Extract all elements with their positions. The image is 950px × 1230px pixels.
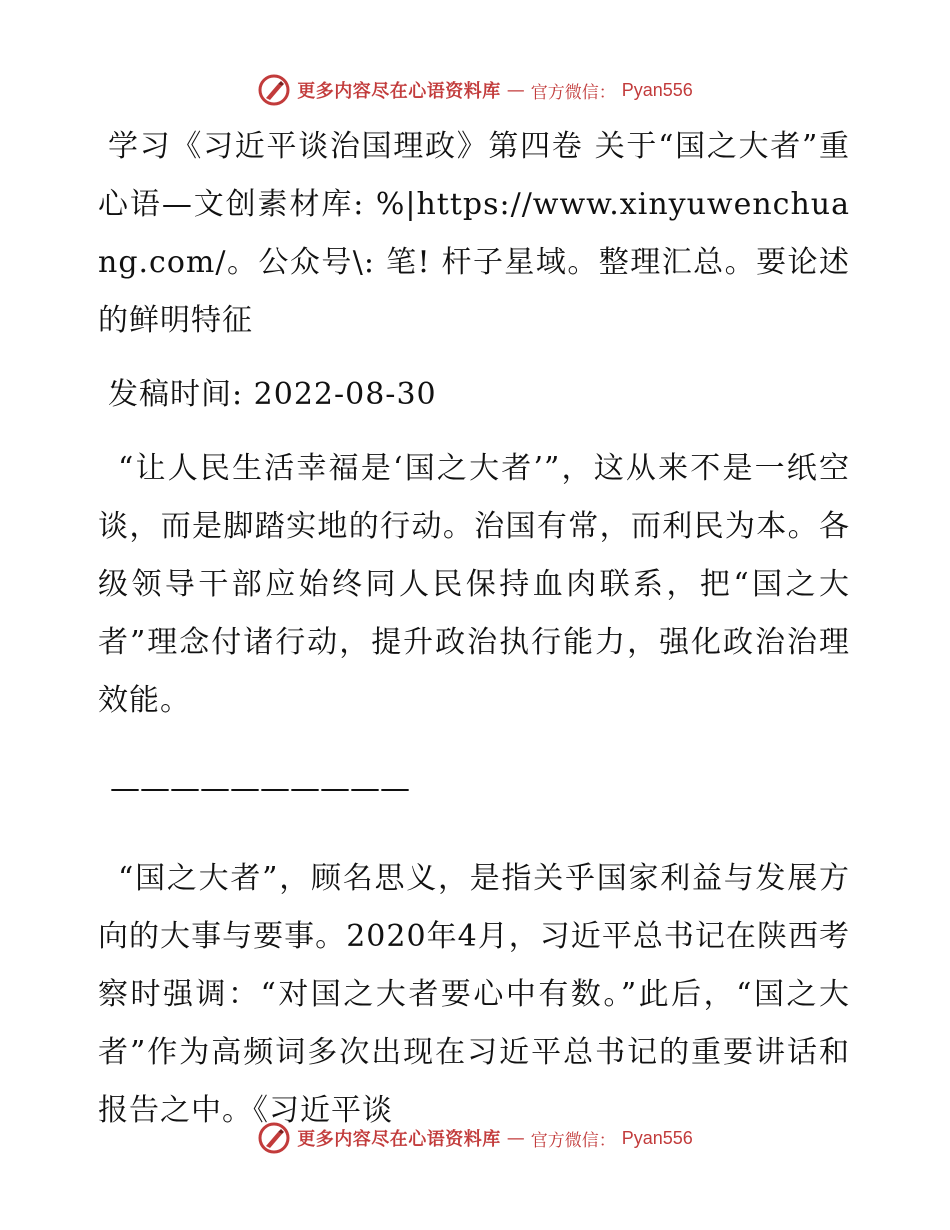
- pen-logo-icon: [257, 1121, 291, 1155]
- watermark-label: 官方微信：: [530, 82, 616, 103]
- separator-line: ——————————: [110, 771, 410, 806]
- paragraph-1: “让人民生活幸福是‘国之大者’”，这从来不是一纸空谈，而是脚踏实地的行动。治国有常，而利民为本。各级领导干部应始终同人民保持血肉联系，把“国之大者”理念付诸行动，提升政治执行能力，强化政治治理效能。: [98, 451, 850, 718]
- watermark-dash: —: [506, 1127, 525, 1149]
- document-title: 学习《习近平谈治国理政》第四卷 关于“国之大者”重心语—文创素材库: %|https://www.xinyuwenchuang.com/。公众号\: 笔! 杆子星域。整理汇总。要论述的鲜明特征: [98, 129, 850, 338]
- document-body: [98, 118, 850, 1140]
- header-watermark: [0, 70, 950, 110]
- watermark-text: 更多内容尽在心语资料库: [297, 81, 501, 102]
- publish-date: 发稿时间: 2022-08-30: [108, 377, 437, 412]
- watermark-dash: —: [506, 79, 525, 101]
- watermark-label: 官方微信：: [530, 1130, 616, 1151]
- pen-logo-icon: [257, 73, 291, 107]
- footer-watermark: [0, 1118, 950, 1158]
- watermark-wechat-id: Pyan556: [621, 1127, 693, 1148]
- watermark-wechat-id: Pyan556: [621, 79, 693, 100]
- watermark-text: 更多内容尽在心语资料库: [297, 1129, 501, 1150]
- paragraph-2: “国之大者”，顾名思义，是指关乎国家利益与发展方向的大事与要事。2020年4月，习近平总书记在陕西考察时强调：“对国之大者要心中有数。”此后，“国之大者”作为高频词多次出现在习近平总书记的重要讲话和报告之中。《习近平谈: [98, 861, 850, 1128]
